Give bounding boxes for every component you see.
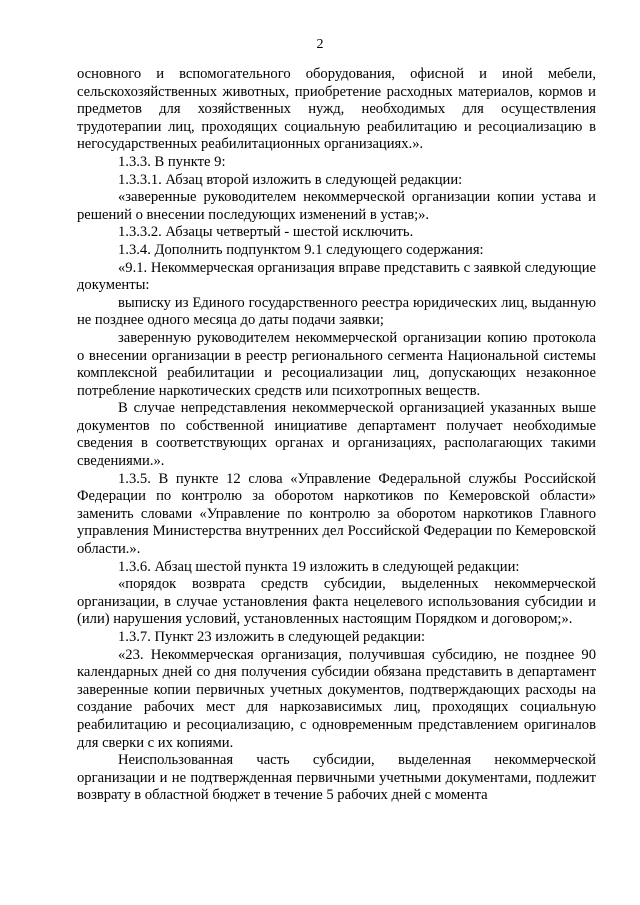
paragraph: «заверенные руководителем некоммерческой организации копии устава и решений о внесении последующих изменений в устав;». [77, 189, 596, 223]
paragraph: 1.3.6. Абзац шестой пункта 19 изложить в следующей редакции: [118, 558, 520, 575]
paragraph: выписку из Единого государственного реестра юридических лиц, выданную не позднее одного месяца до даты подачи заявки; [77, 294, 596, 329]
paragraph: «порядок возврата средств субсидии, выделенных некоммерческой организации, в случае установления факта нецелевого использования субсидии и (или) нарушения условий, установленных настоящим Порядком и договором;». [77, 576, 596, 628]
paragraph: «9.1. Некоммерческая организация вправе представить с заявкой следующие документы: [77, 259, 596, 294]
paragraph: 1.3.3. В пункте 9: [118, 153, 226, 170]
document-body [77, 66, 596, 805]
paragraph: 1.3.3.2. Абзацы четвертый - шестой исключить. [118, 224, 414, 241]
paragraph: Неиспользованная часть субсидии, выделенная некоммерческой организации и не подтвержденная первичными учетными документами, подлежит возврату в областной бюджет в течение 5 рабочих дней с момента [77, 752, 596, 804]
paragraph: 1.3.7. Пункт 23 изложить в следующей редакции: [118, 629, 426, 645]
paragraph: 1.3.5. В пункте 12 слова «Управление Федеральной службы Российской Федерации по контролю за оборотом наркотиков по Кемеровской области» заменить словами «Управление по контролю за оборотом наркотиков Главного управления Министерства внутренних дел Российской Федерации по Кемеровской области.». [77, 470, 596, 558]
paragraph: заверенную руководителем некоммерческой организации копию протокола о внесении организации в реестр регионального сегмента Национальной системы комплексной реабилитации и ресоциализации лиц, допускающих незаконное потребление наркотических средств или психотропных веществ. [77, 329, 596, 399]
page-number: 2 [316, 37, 324, 52]
paragraph: В случае непредставления некоммерческой организацией указанных выше документов по собственной инициативе департамент получает необходимые сведения в соответствующих органах и организациях, располагающих такими сведениями.». [77, 400, 596, 470]
paragraph: 1.3.4. Дополнить подпунктом 9.1 следующего содержания: [118, 241, 484, 258]
paragraph: 1.3.3.1. Абзац второй изложить в следующей редакции: [118, 171, 463, 188]
paragraph: основного и вспомогательного оборудования, офисной и иной мебели, сельскохозяйственных животных, приобретение расходных материалов, кормов и предметов для хозяйственных нужд, необходимых для осуществления трудотерапии лиц, проходящих социальную реабилитацию и ресоциализацию в негосударственных реабилитационных организациях.». [77, 66, 596, 153]
paragraph: «23. Некоммерческая организация, получившая субсидию, не позднее 90 календарных дней со дня получения субсидии обязана представить в департамент заверенные копии первичных учетных документов, подтверждающих расходы на создание рабочих мест для наркозависимых лиц, проходящих социальную реабилитацию и ресоциализацию, с одновременным представлением оригиналов для сверки с их копиями. [77, 646, 596, 751]
